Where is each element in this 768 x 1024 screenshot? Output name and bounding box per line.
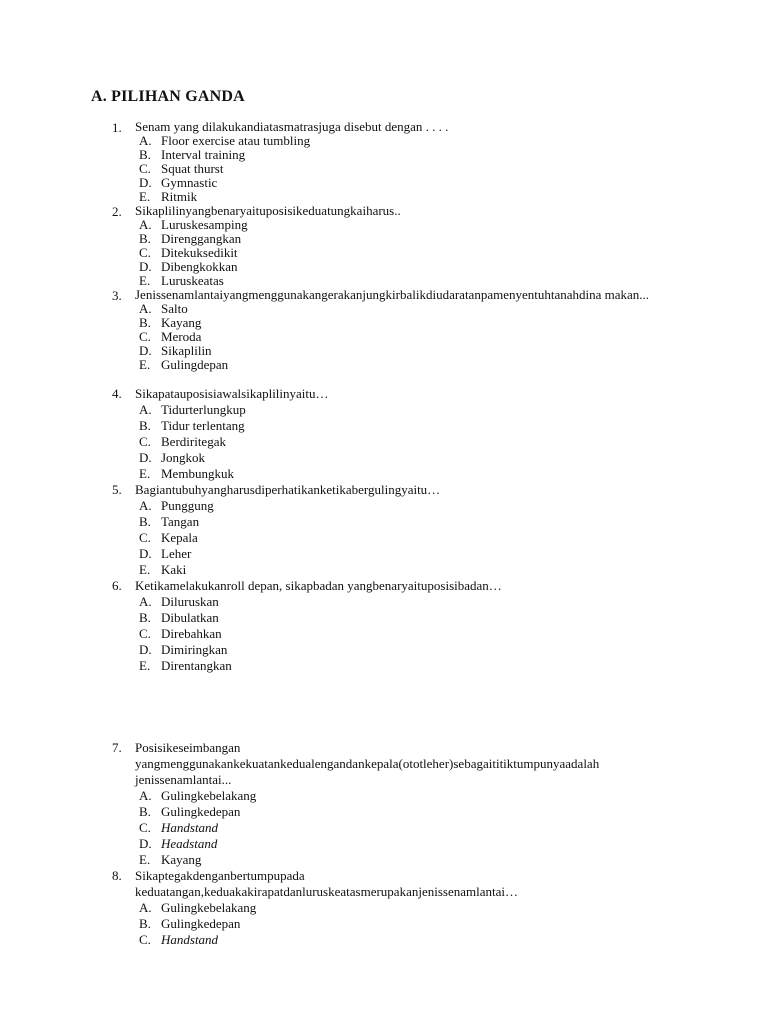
option-text: Kayang <box>161 315 202 330</box>
option-text: Gulingkebelakang <box>161 788 257 803</box>
option-text: Gulingkedepan <box>161 916 241 931</box>
option-text: Gymnastic <box>161 175 218 190</box>
option-text: Tangan <box>161 514 200 529</box>
option <box>0 658 768 674</box>
option <box>0 190 768 204</box>
option-letter: E. <box>139 658 151 673</box>
option-letter: C. <box>139 245 151 260</box>
question-text <box>135 868 695 900</box>
question-group-1 <box>0 120 768 372</box>
option-text: Squat thurst <box>161 161 224 176</box>
option <box>0 610 768 626</box>
option <box>0 514 768 530</box>
option-letter: A. <box>139 594 152 609</box>
option-letter: D. <box>139 343 152 358</box>
option <box>0 274 768 288</box>
question-text: Ketikamelakukanroll depan, sikapbadan yangbenaryaituposisibadan… <box>135 578 502 593</box>
option-letter: D. <box>139 642 152 657</box>
question-number: 7. <box>112 740 122 755</box>
question-text-line: Sikaptegakdenganbertumpupada <box>135 868 305 883</box>
option <box>0 932 768 948</box>
option-text: Floor exercise atau tumbling <box>161 133 311 148</box>
option <box>0 232 768 246</box>
question-text-line: yangmenggunakankekuatankedualengandankepala(ototleher)sebagaititiktumpunyaadalah <box>135 756 600 771</box>
option <box>0 916 768 932</box>
question-number: 2. <box>112 204 122 219</box>
option-text: Sikaplilin <box>161 343 212 358</box>
option-letter: E. <box>139 357 151 372</box>
option-text: Diluruskan <box>161 594 219 609</box>
option-text: Handstand <box>161 932 219 947</box>
option-letter: C. <box>139 161 151 176</box>
option <box>0 852 768 868</box>
option-letter: D. <box>139 450 152 465</box>
option-letter: B. <box>139 804 151 819</box>
option-text: Headstand <box>161 836 218 851</box>
option-text: Direnggangkan <box>161 231 242 246</box>
question-text <box>135 740 695 788</box>
option <box>0 134 768 148</box>
option <box>0 626 768 642</box>
option-text: Meroda <box>161 329 202 344</box>
option-letter: C. <box>139 932 151 947</box>
option-text: Kepala <box>161 530 198 545</box>
option-letter: B. <box>139 231 151 246</box>
option <box>0 642 768 658</box>
question-group-3 <box>0 740 768 948</box>
option-letter: A. <box>139 133 152 148</box>
option-letter: A. <box>139 498 152 513</box>
option-letter: C. <box>139 530 151 545</box>
question-text: Jenissenamlantaiyangmenggunakangerakanjungkirbalikdiudaratanpamenyentuhtanahdina makan... <box>135 287 650 302</box>
option-text: Gulingkebelakang <box>161 900 257 915</box>
option-letter: D. <box>139 259 152 274</box>
question-6 <box>0 578 768 674</box>
option-letter: E. <box>139 562 151 577</box>
option <box>0 450 768 466</box>
option <box>0 176 768 190</box>
question-number: 1. <box>112 120 122 135</box>
option <box>0 330 768 344</box>
option-text: Gulingkedepan <box>161 804 241 819</box>
option <box>0 302 768 316</box>
option-text: Punggung <box>161 498 214 513</box>
option-letter: A. <box>139 900 152 915</box>
option-letter: E. <box>139 466 151 481</box>
option-text: Gulingdepan <box>161 357 229 372</box>
option-letter: D. <box>139 546 152 561</box>
option <box>0 594 768 610</box>
option <box>0 148 768 162</box>
option <box>0 498 768 514</box>
question-2 <box>0 204 768 288</box>
option-text: Tidur terlentang <box>161 418 245 433</box>
option <box>0 260 768 274</box>
option <box>0 316 768 330</box>
option-text: Leher <box>161 546 192 561</box>
question-number: 3. <box>112 288 122 303</box>
option <box>0 466 768 482</box>
option <box>0 546 768 562</box>
option <box>0 900 768 916</box>
option <box>0 358 768 372</box>
option-text: Kayang <box>161 852 202 867</box>
option <box>0 418 768 434</box>
option-letter: D. <box>139 836 152 851</box>
question-text: Sikapatauposisiawalsikaplilinyaitu… <box>135 386 329 401</box>
option-letter: C. <box>139 820 151 835</box>
question-number: 4. <box>112 386 122 401</box>
option-text: Interval training <box>161 147 246 162</box>
option-text: Dibulatkan <box>161 610 219 625</box>
option <box>0 402 768 418</box>
question-text-line: keduatangan,keduakakirapatdanluruskeatasmerupakanjenissenamlantai… <box>135 884 518 899</box>
question-text-line: Posisikeseimbangan <box>135 740 241 755</box>
question-text: Bagiantubuhyangharusdiperhatikanketikabergulingyaitu… <box>135 482 441 497</box>
option-letter: C. <box>139 329 151 344</box>
option-letter: A. <box>139 402 152 417</box>
option <box>0 836 768 852</box>
option-letter: A. <box>139 301 152 316</box>
question-number: 6. <box>112 578 122 593</box>
option-letter: E. <box>139 273 151 288</box>
question-3 <box>0 288 768 372</box>
option-text: Dibengkokkan <box>161 259 238 274</box>
option-text: Membungkuk <box>161 466 234 481</box>
question-8 <box>0 868 768 948</box>
option-letter: E. <box>139 189 151 204</box>
option-text: Handstand <box>161 820 219 835</box>
option <box>0 434 768 450</box>
question-text: Sikaplilinyangbenaryaituposisikeduatungkaiharus.. <box>135 203 401 218</box>
option-letter: D. <box>139 175 152 190</box>
option-letter: E. <box>139 852 151 867</box>
option-text: Direbahkan <box>161 626 222 641</box>
option-text: Direntangkan <box>161 658 232 673</box>
option-text: Jongkok <box>161 450 206 465</box>
option-letter: C. <box>139 626 151 641</box>
question-1 <box>0 120 768 204</box>
question-number: 8. <box>112 868 122 883</box>
option-text: Tidurterlungkup <box>161 402 246 417</box>
option <box>0 344 768 358</box>
option <box>0 246 768 260</box>
option-text: Luruskesamping <box>161 217 248 232</box>
question-text-line: jenissenamlantai... <box>135 772 232 787</box>
option-letter: A. <box>139 788 152 803</box>
option-text: Luruskeatas <box>161 273 224 288</box>
option <box>0 788 768 804</box>
question-7 <box>0 740 768 868</box>
option-text: Berdiritegak <box>161 434 226 449</box>
option-letter: B. <box>139 916 151 931</box>
option-letter: B. <box>139 610 151 625</box>
option-text: Kaki <box>161 562 187 577</box>
option-text: Ditekuksedikit <box>161 245 238 260</box>
option <box>0 162 768 176</box>
option-letter: B. <box>139 147 151 162</box>
option-letter: B. <box>139 315 151 330</box>
option-letter: B. <box>139 514 151 529</box>
question-4 <box>0 386 768 482</box>
question-5 <box>0 482 768 578</box>
option <box>0 530 768 546</box>
option-letter: B. <box>139 418 151 433</box>
option-text: Salto <box>161 301 188 316</box>
option <box>0 804 768 820</box>
option-text: Ritmik <box>161 189 198 204</box>
question-text: Senam yang dilakukandiatasmatrasjuga disebut dengan . . . . <box>135 119 449 134</box>
question-group-2 <box>0 386 768 674</box>
option-text: Dimiringkan <box>161 642 228 657</box>
option <box>0 218 768 232</box>
question-number: 5. <box>112 482 122 497</box>
option-letter: C. <box>139 434 151 449</box>
option-letter: A. <box>139 217 152 232</box>
section-title: A. PILIHAN GANDA <box>91 88 245 105</box>
option <box>0 820 768 836</box>
option <box>0 562 768 578</box>
